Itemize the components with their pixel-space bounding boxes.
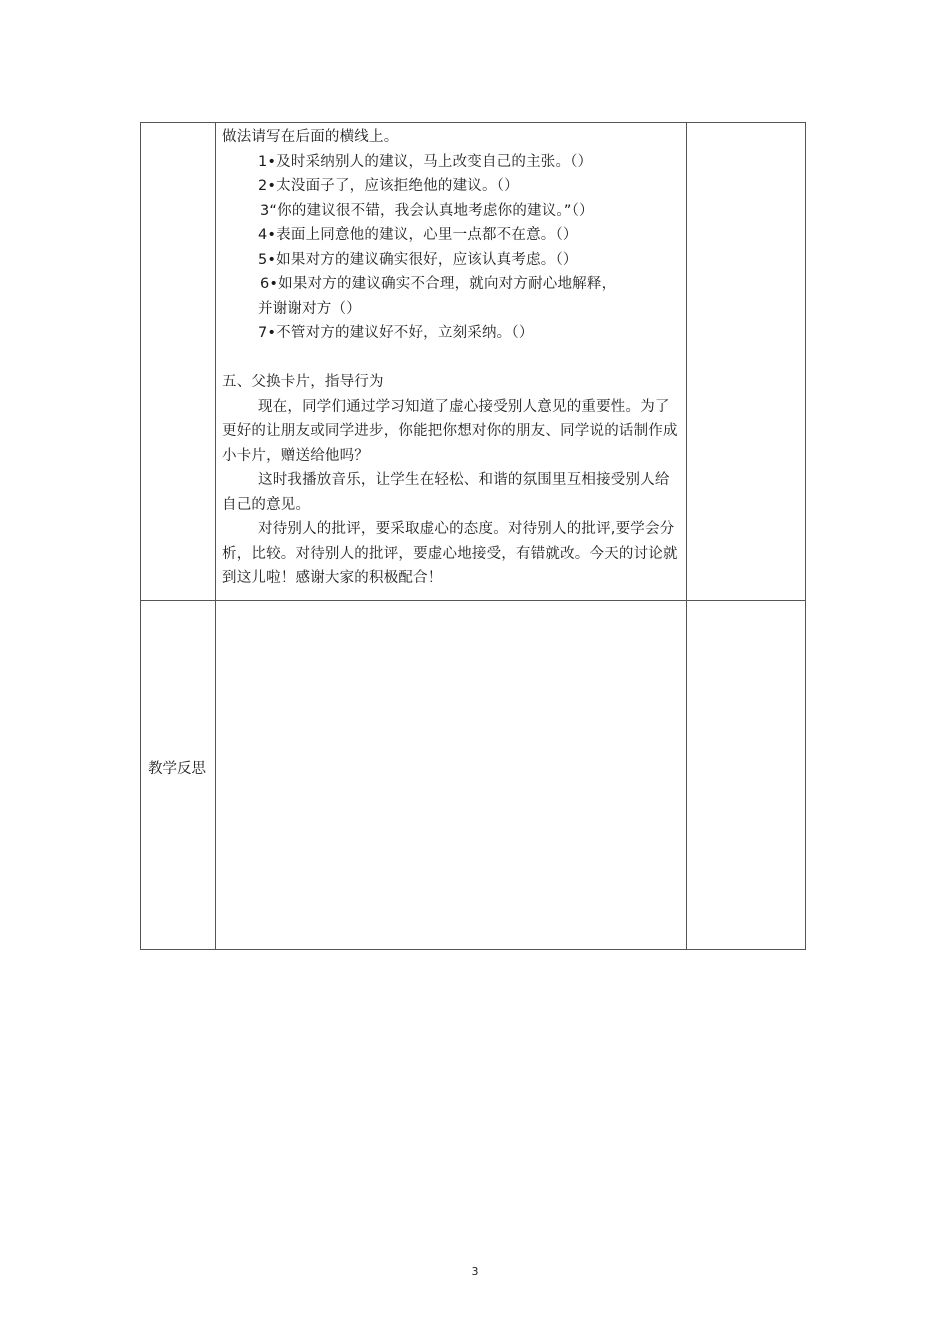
table-column-divider-1	[215, 123, 216, 949]
list-item: 5•如果对方的建议确实很好，应该认真考虑。（）	[258, 251, 578, 268]
paragraph: 这时我播放音乐，让学生在轻松、和谐的氛围里互相接受别人给自己的意见。	[222, 472, 670, 513]
intro-line: 做法请写在后面的横线上。	[222, 129, 399, 145]
paragraph: 现在，同学们通过学习知道了虚心接受别人意见的重要性。为了更好的让朋友或同学进步，你能把你想对你的朋友、同学说的话制作成小卡片，赠送给他吗？	[222, 398, 678, 464]
table-row-divider	[141, 600, 805, 601]
table-column-divider-2	[686, 123, 687, 949]
list-item: 3“你的建议很不错，我会认真地考虑你的建议。”（）	[260, 202, 594, 219]
section-title: 五、父换卡片，指导行为	[222, 374, 384, 390]
list-item: 2•太没面子了，应该拒绝他的建议。（）	[258, 178, 519, 194]
lesson-content-cell	[222, 125, 680, 591]
list-item: 1•及时采纳别人的建议，马上改变自己的主张。（）	[258, 153, 593, 170]
page-number: 3	[471, 1265, 479, 1278]
list-item: 6•如果对方的建议确实不合理，就向对方耐心地解释，	[260, 276, 617, 292]
list-item-continuation: 并谢谢对方（）	[258, 300, 361, 317]
list-item: 4•表面上同意他的建议，心里一点都不在意。（）	[258, 227, 578, 243]
paragraph: 对待别人的批评，要采取虚心的态度。对待别人的批评,要学会分析，比较。对待别人的批评，要虚心地接受，有错就改。今天的讨论就到这儿啦！感谢大家的积极配合！	[222, 521, 678, 586]
list-item: 7•不管对方的建议好不好，立刻采纳。（）	[258, 325, 534, 341]
spacer	[222, 346, 680, 371]
teaching-reflection-label: 教学反思	[148, 761, 206, 777]
